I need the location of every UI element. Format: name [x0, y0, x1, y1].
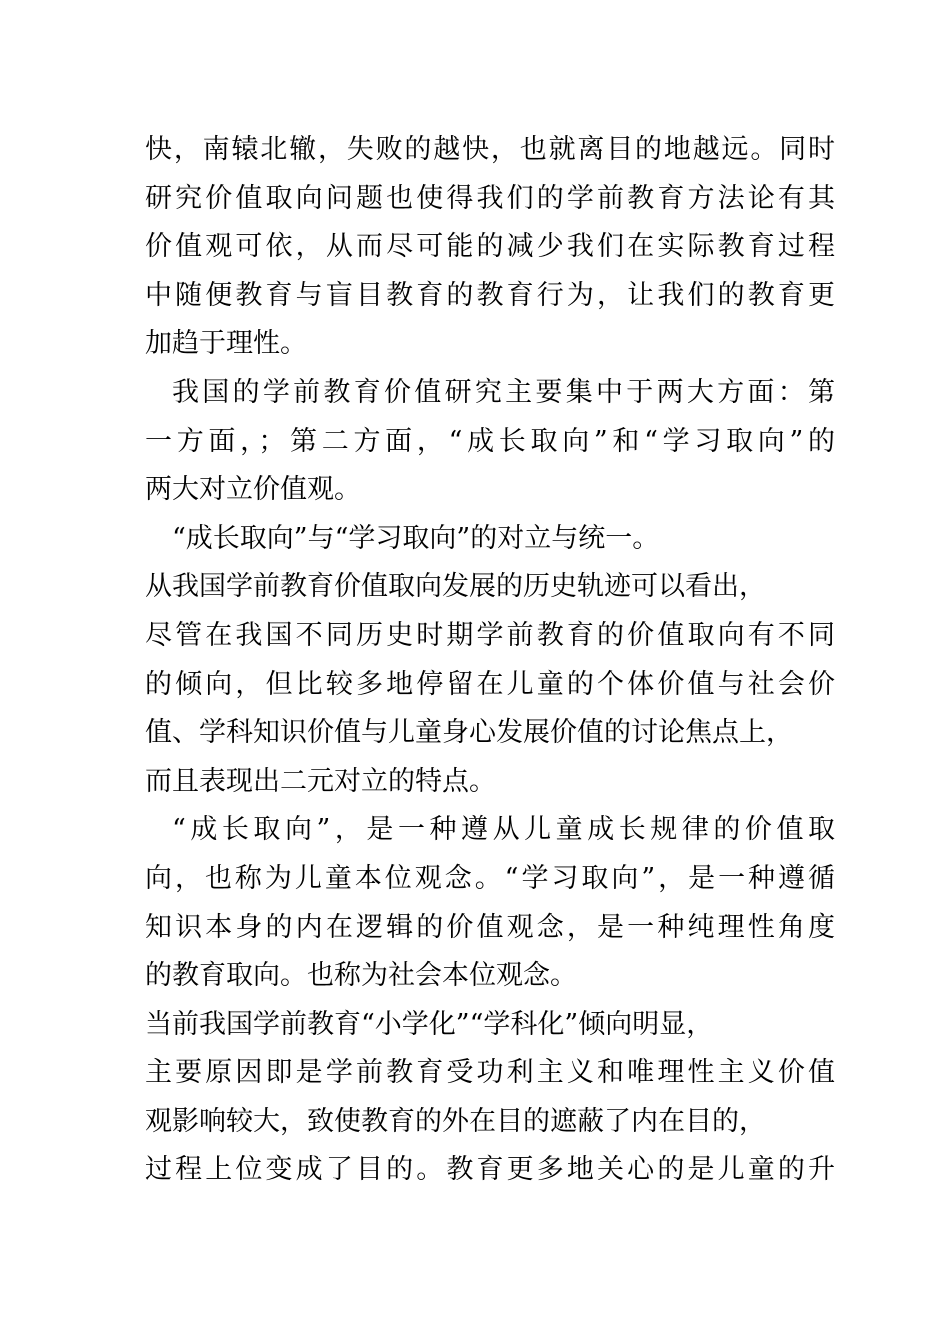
- text-line: 值、学科知识价值与儿童身心发展价值的讨论焦点上，: [145, 717, 793, 749]
- text-line: 研究价值取向问题也使得我们的学前教育方法论有其: [145, 182, 835, 214]
- body-text: [145, 126, 835, 1195]
- text-line: 一方面，；第二方面，“成长取向”和“学习取向”的: [145, 425, 835, 457]
- text-line: 两大对立价值观。: [145, 474, 361, 506]
- text-line: 知识本身的内在逻辑的价值观念，是一种纯理性角度: [145, 911, 835, 943]
- text-line: 我国的学前教育价值研究主要集中于两大方面：第: [172, 376, 835, 408]
- text-line: 主要原因即是学前教育受功利主义和唯理性主义价值: [145, 1057, 835, 1089]
- text-line: 从我国学前教育价值取向发展的历史轨迹可以看出，: [145, 571, 766, 603]
- text-line: 中随便教育与盲目教育的教育行为，让我们的教育更: [145, 279, 835, 311]
- text-line: 的倾向，但比较多地停留在儿童的个体价值与社会价: [145, 668, 835, 700]
- text-line: 快，南辕北辙，失败的越快，也就离目的地越远。同时: [145, 134, 835, 165]
- text-line: 观影响较大，致使教育的外在目的遮蔽了内在目的，: [145, 1105, 766, 1137]
- text-line: 价值观可依，从而尽可能的减少我们在实际教育过程: [145, 231, 835, 263]
- text-line: 而且表现出二元对立的特点。: [145, 765, 496, 797]
- text-line: 当前我国学前教育“小学化”“学科化”倾向明显，: [145, 1008, 714, 1040]
- text-line: “成长取向”，是一种遵从儿童成长规律的价值取: [172, 814, 835, 846]
- text-line: 加趋于理性。: [145, 328, 307, 360]
- text-line: “成长取向”与“学习取向”的对立与统一。: [172, 522, 660, 554]
- text-line: 向，也称为儿童本位观念。“学习取向”，是一种遵循: [145, 862, 835, 894]
- text-line: 的教育取向。也称为社会本位观念。: [145, 960, 577, 992]
- text-line: 过程上位变成了目的。教育更多地关心的是儿童的升: [145, 1154, 835, 1186]
- text-line: 尽管在我国不同历史时期学前教育的价值取向有不同: [145, 619, 835, 651]
